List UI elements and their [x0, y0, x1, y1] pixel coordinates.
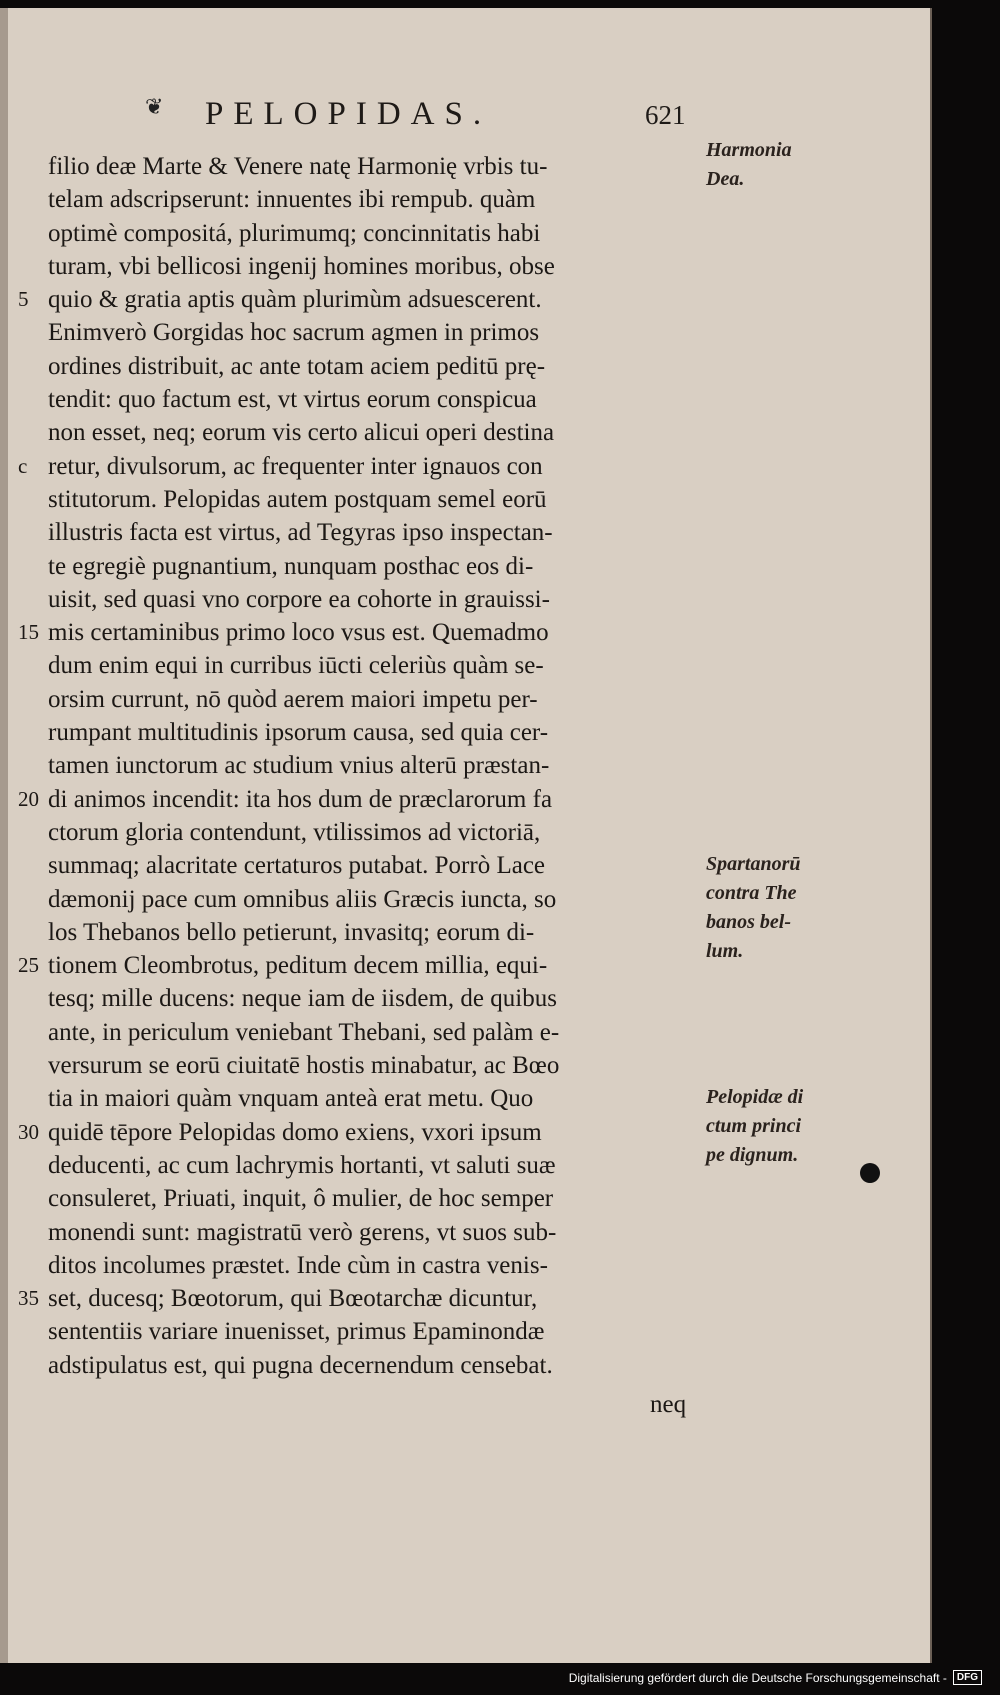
- text-line: [48, 1315, 708, 1348]
- text-line: [48, 1182, 708, 1215]
- margin-note-spartanorum: [706, 850, 801, 966]
- running-head: [145, 94, 745, 134]
- catchword: neq: [650, 1391, 687, 1418]
- line-text: versurum se eorū ciuitatē hostis minabatur, ac Bœo: [48, 1052, 560, 1080]
- margin-note-line: Pelopidæ di: [706, 1086, 804, 1108]
- text-line: [48, 550, 708, 583]
- page-number: 621: [645, 100, 686, 130]
- text-line: [48, 982, 708, 1015]
- line-number: c: [18, 453, 28, 478]
- margin-note-line: pe dignum.: [706, 1144, 799, 1166]
- digitization-footer: [569, 1670, 982, 1685]
- margin-note-line: Spartanorū: [706, 853, 801, 875]
- page-gutter-shadow: [0, 8, 8, 1663]
- text-line: [48, 749, 708, 782]
- line-text: di animos incendit: ita hos dum de præclarorum fa: [48, 785, 553, 813]
- text-line: [48, 1349, 708, 1382]
- text-line: [48, 1049, 708, 1082]
- line-text: ditos incolumes præstet. Inde cùm in castra venis-: [48, 1251, 548, 1279]
- line-text: turam, vbi bellicosi ingenij homines moribus, obse: [48, 252, 555, 280]
- line-number: 5: [18, 287, 29, 312]
- line-text: rumpant multitudinis ipsorum causa, sed quia cer-: [48, 719, 549, 747]
- line-text: tionem Cleombrotus, peditum decem millia, equi-: [48, 952, 548, 980]
- main-text-block: [18, 150, 708, 1382]
- line-text: orsim currunt, nō quòd aerem maiori impetu per-: [48, 685, 538, 713]
- line-text: tamen iunctorum ac studium vnius alterū præstan-: [48, 752, 550, 780]
- dfg-logo: DFG: [953, 1670, 982, 1685]
- line-text: los Thebanos bello petierunt, invasitq; eorum di-: [48, 918, 535, 946]
- line-text: consuleret, Priuati, inquit, ô mulier, de hoc semper: [48, 1185, 554, 1213]
- text-line: [48, 716, 708, 749]
- text-line: [48, 250, 708, 283]
- running-head-title: PELOPIDAS.: [205, 96, 492, 132]
- margin-note-line: banos bel-: [706, 911, 791, 933]
- line-text: mis certaminibus primo loco vsus est. Quemadmo: [48, 619, 549, 647]
- text-line: [48, 583, 708, 616]
- line-number: 20: [18, 786, 39, 811]
- ink-dot-mark: [860, 1163, 880, 1183]
- line-text: summaq; alacritate certaturos putabat. Porrò Lace: [48, 852, 546, 880]
- line-text: uisit, sed quasi vno corpore ea cohorte in grauissi-: [48, 585, 550, 613]
- text-line: [18, 1282, 708, 1315]
- book-page: [0, 8, 932, 1663]
- line-number: 15: [18, 620, 39, 645]
- text-line: [48, 883, 708, 916]
- line-text: stitutorum. Pelopidas autem postquam semel eorū: [48, 485, 547, 513]
- margin-note-harmonia: [706, 136, 792, 194]
- text-line: [18, 1116, 708, 1149]
- text-line: [48, 350, 708, 383]
- line-number: 35: [18, 1286, 39, 1311]
- line-text: ante, in periculum veniebant Thebani, sed palàm e-: [48, 1018, 560, 1046]
- text-line: [48, 516, 708, 549]
- line-text: quidē tēpore Pelopidas domo exiens, vxori ipsum: [48, 1118, 542, 1146]
- line-number: 30: [18, 1119, 39, 1144]
- text-line: [18, 616, 708, 649]
- line-text: optimè compositá, plurimumq; concinnitatis habi: [48, 219, 541, 247]
- line-text: ctorum gloria contendunt, vtilissimos ad victoriā,: [48, 818, 541, 846]
- line-text: illustris facta est virtus, ad Tegyras ipso inspectan-: [48, 519, 553, 547]
- line-text: tia in maiori quàm vnquam anteà erat metu. Quo: [48, 1085, 534, 1113]
- line-text: retur, divulsorum, ac frequenter inter ignauos con: [48, 452, 543, 480]
- text-line: [48, 916, 708, 949]
- line-text: adstipulatus est, qui pugna decernendum censebat.: [48, 1351, 553, 1379]
- text-line: [18, 949, 708, 982]
- line-text: sententiis variare inuenisset, primus Epaminondæ: [48, 1318, 545, 1346]
- line-text: filio deæ Marte & Venere natę Harmonię vrbis tu-: [48, 153, 548, 180]
- margin-note-line: Harmonia: [706, 139, 792, 161]
- text-line: [48, 1016, 708, 1049]
- line-number: 25: [18, 953, 39, 978]
- line-text: dæmonij pace cum omnibus aliis Græcis iuncta, so: [48, 885, 557, 913]
- line-text: Enimverò Gorgidas hoc sacrum agmen in primos: [48, 319, 540, 347]
- line-text: quio & gratia aptis quàm plurimùm adsuescerent.: [48, 286, 542, 314]
- text-line: [48, 416, 708, 449]
- line-text: set, ducesq; Bœotorum, qui Bœotarchæ dicuntur,: [48, 1285, 538, 1313]
- line-text: tesq; mille ducens: neque iam de iisdem, de quibus: [48, 985, 557, 1013]
- line-text: tendit: quo factum est, vt virtus eorum conspicua: [48, 386, 537, 414]
- line-text: telam adscripserunt: innuentes ibi rempub. quàm: [48, 186, 536, 214]
- margin-note-line: ctum princi: [706, 1115, 802, 1137]
- text-line: [48, 316, 708, 349]
- text-line: [48, 649, 708, 682]
- line-text: deducenti, ac cum lachrymis hortanti, vt saluti suæ: [48, 1151, 556, 1179]
- line-text: monendi sunt: magistratū verò gerens, vt suos sub-: [48, 1218, 557, 1246]
- text-line: [48, 1149, 708, 1182]
- line-text: te egregiè pugnantium, nunquam posthac eos di-: [48, 552, 534, 580]
- text-line: [48, 483, 708, 516]
- margin-note-line: lum.: [706, 940, 744, 962]
- text-line: [48, 383, 708, 416]
- text-line: [18, 283, 708, 316]
- line-text: dum enim equi in curribus iūcti celeriùs quàm se-: [48, 652, 544, 680]
- line-text: non esset, neq; eorum vis certo alicui operi destina: [48, 419, 555, 447]
- text-line: [48, 1216, 708, 1249]
- line-text: ordines distribuit, ac ante totam aciem peditū prę-: [48, 352, 546, 380]
- fleuron-ornament-icon: ❦: [145, 94, 164, 119]
- text-line: [48, 683, 708, 716]
- text-line: [48, 183, 708, 216]
- margin-note-line: contra The: [706, 882, 797, 904]
- text-line: [48, 217, 708, 250]
- margin-note-line: Dea.: [706, 168, 745, 190]
- text-line: [48, 816, 708, 849]
- footer-credit-text: Digitalisierung gefördert durch die Deutsche Forschungsgemeinschaft -: [568, 1670, 947, 1685]
- text-line: [48, 849, 708, 882]
- text-line: [48, 150, 708, 183]
- text-line: [18, 783, 708, 816]
- text-line: [48, 1249, 708, 1282]
- text-line: [18, 450, 708, 483]
- text-line: [48, 1082, 708, 1115]
- margin-note-pelopidae: [706, 1083, 803, 1170]
